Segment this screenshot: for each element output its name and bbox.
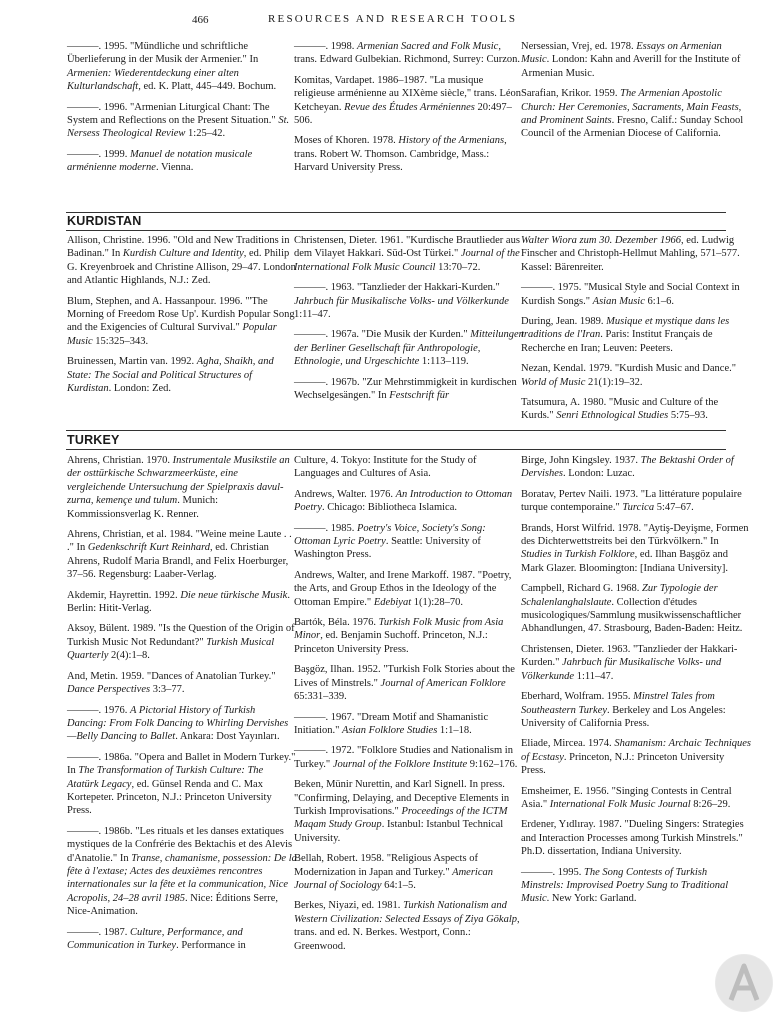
bibliography-entry: Bartók, Béla. 1976. Turkish Folk Music from Asia Minor, ed. Benjamin Suchoff. Princeton, N.J.: Princeton University Press. <box>294 617 504 655</box>
bibliography-entry: Allison, Christine. 1996. "Old and New Traditions in Badinan." In Kurdish Culture and Identity, ed. Philip G. Kreyenbroek and Christine Allison, 29–47. London and Atlantic Highlands, N.J.: Zed. <box>67 235 296 287</box>
turkey-col-1 <box>67 454 297 959</box>
bibliography-entry: ———. 1976. A Pictorial History of Turkish Dancing: From Folk Dancing to Whirling Dervishes—Belly Dancing to Ballet. Ankara: Dost Yayınları. <box>67 704 289 743</box>
bibliography-entry: Aksoy, Bülent. 1989. "Is the Question of the Origin of Turkish Music Not Redundant?" Turkish Musical Quarterly 2(4):1–8. <box>67 623 295 662</box>
bibliography-entry: Birge, John Kingsley. 1937. The Bektashi Order of Dervishes. London: Luzac. <box>521 455 734 480</box>
bibliography-entry: Culture, 4. Tokyo: Institute for the Study of Languages and Cultures of Asia. <box>294 455 477 480</box>
bibliography-entry: Blum, Stephen, and A. Hassanpour. 1996. "'The Morning of Freedom Rose Up'. Kurdish Popular Song and the Exigencies of Cultural Survival." Popular Music 15:325–343. <box>67 295 295 347</box>
bibliography-entry: ———. 1995. The Song Contests of Turkish Minstrels: Improvised Poetry Sung to Traditional Music. New York: Garland. <box>521 866 729 905</box>
armenia-col-1 <box>67 40 297 182</box>
bibliography-entry: ———. 1986b. "Les rituals et les danses extatiques mystiques de la Confrérie des Bektachis et des Alevis d'Anatolie." In Transe, chamanisme, possession: De la fête à l'extase; Actes des deuxièmes rencontres internationales sur la fête et la communication, Nice Acropolis, 24–28 avril 1985. Nice: Éditions Serre, Nice-Animation. <box>67 825 297 918</box>
bibliography-entry: ———. 1975. "Musical Style and Social Context in Kurdish Songs." Asian Music 6:1–6. <box>521 282 740 307</box>
kurdistan-col-2 <box>294 234 524 409</box>
bibliography-entry: Boratav, Pertev Naili. 1973. "La littérature populaire turque contemporaine." Turcica 5:47–67. <box>521 488 742 514</box>
bibliography-entry: ———. 1987. Culture, Performance, and Communication in Turkey. Performance in <box>67 926 246 951</box>
kurdistan-col-3 <box>521 234 751 430</box>
bibliography-entry: Emsheimer, E. 1956. "Singing Contests in Central Asia." International Folk Music Journal 8:26–29. <box>521 785 732 810</box>
bibliography-entry: During, Jean. 1989. Musique et mystique dans les traditions de l'Iran. Paris: Institut Français de Recherche en Iran; Leuven: Peeters. <box>521 316 730 354</box>
bibliography-entry: ———. 1998. Armenian Sacred and Folk Music, trans. Edward Gulbekian. Richmond, Surrey: Curzon. <box>294 41 520 66</box>
bibliography-entry: Eliade, Mircea. 1974. Shamanism: Archaic Techniques of Ecstasy. Princeton, N.J.: Princeton University Press. <box>521 738 751 777</box>
bibliography-entry: Walter Wiora zum 30. Dezember 1966, ed. Ludwig Finscher and Christoph-Hellmut Mahling, 571–577. Kassel: Bärenreiter. <box>521 235 740 273</box>
turkey-col-2 <box>294 454 524 960</box>
bibliography-entry: Andrews, Walter, and Irene Markoff. 1987. "Poetry, the Arts, and Group Ethos in the Ideology of the Ottoman Empire." Edebiyat 1(1):28–70. <box>294 569 512 608</box>
kurdistan-top-rule <box>66 212 726 213</box>
armenia-col-2 <box>294 40 524 182</box>
turkey-underline <box>66 449 726 450</box>
bibliography-entry: ———. 1967b. "Zur Mehrstimmigkeit in kurdischen Wechselgesängen." In Festschrift für <box>294 376 517 402</box>
bibliography-entry: Beken, Münir Nurettin, and Karl Signell. In press. "Confirming, Delaying, and Deceptive Elements in Turkish Improvisations." Proceedings of the ICTM Maqam Study Group. Istanbul: Istanbul Technical University. <box>294 779 510 844</box>
page-number: 466 <box>192 14 209 26</box>
bibliography-entry: Komitas, Vardapet. 1986–1987. "La musique religieuse arménienne au XIXème siècle," trans. Léon Ketcheyan. Revue des Études Arméniennes 20:497–506. <box>294 74 522 127</box>
bibliography-entry: ———. 1986a. "Opera and Ballet in Modern Turkey." In The Transformation of Turkish Culture: The Atatürk Legacy, ed. Günsel Renda and C. Max Kortepeter. Princeton, N.J.: Princeton University Press. <box>67 751 296 817</box>
kurdistan-underline <box>66 230 726 231</box>
bibliography-entry: And, Metin. 1959. "Dances of Anatolian Turkey." Dance Perspectives 3:3–77. <box>67 670 276 696</box>
kurdistan-heading: KURDISTAN <box>67 214 142 228</box>
publisher-logo-icon <box>715 954 773 1012</box>
turkey-col-3 <box>521 454 751 913</box>
bibliography-entry: ———. 1996. "Armenian Liturgical Chant: The System and Reflections on the Present Situation." St. Nersess Theological Review 1:25–42. <box>67 101 290 140</box>
bibliography-entry: Andrews, Walter. 1976. An Introduction to Ottoman Poetry. Chicago: Bibliotheca Islamica. <box>294 488 513 514</box>
bibliography-entry: Sarafian, Krikor. 1959. The Armenian Apostolic Church: Her Ceremonies, Sacraments, Main Feasts, and Prominent Saints. Fresno, Calif.: Sunday School Council of the Armenian Diocese of California. <box>521 88 744 140</box>
bibliography-entry: Nezan, Kendal. 1979. "Kurdish Music and Dance." World of Music 21(1):19–32. <box>521 363 737 388</box>
bibliography-entry: ———. 1999. Manuel de notation musicale arménienne moderne. Vienna. <box>67 148 253 174</box>
turkey-top-rule <box>66 430 726 431</box>
bibliography-entry: Başgöz, Ilhan. 1952. "Turkish Folk Stories about the Lives of Minstrels." Journal of American Folklore 65:331–339. <box>294 664 515 703</box>
bibliography-entry: ———. 1963. "Tanzlieder der Hakkari-Kurden." Jahrbuch für Musikalische Volks- und Völkerkunde 1:11–47. <box>294 282 509 321</box>
bibliography-entry: ———. 1967. "Dream Motif and Shamanistic Initiation." Asian Folklore Studies 1:1–18. <box>294 711 489 736</box>
armenia-col-3 <box>521 40 751 148</box>
running-title: RESOURCES AND RESEARCH TOOLS <box>268 13 518 25</box>
bibliography-entry: Akdemir, Hayrettin. 1992. Die neue türkische Musik. Berlin: Hitit-Verlag. <box>67 589 290 615</box>
bibliography-entry: Christensen, Dieter. 1963. "Tanzlieder der Hakkari-Kurden." Jahrbuch für Musikalische Volks- und Völkerkunde 1:11–47. <box>521 643 738 682</box>
bibliography-entry: Ahrens, Christian, et al. 1984. "Weine meine Laute . . ." In Gedenkschrift Kurt Reinhard, ed. Christian Ahrens, Rudolf Maria Brandl, and Felix Hoerburger, 37–56. Regensburg: Laaber-Verlag. <box>67 529 292 581</box>
bibliography-entry: ———. 1972. "Folklore Studies and Nationalism in Turkey." Journal of the Folklore Institute 9:162–176. <box>294 745 518 770</box>
bibliography-entry: Brands, Horst Wilfrid. 1978. "Aytiş-Deyişme, Formen des Dichterwettstreits bei den Türkvölkern." In Studies in Turkish Folklore, ed. Ilhan Başgöz and Mark Glazer. Bloomington: [Indiana University]. <box>521 522 749 574</box>
bibliography-entry: ———. 1967a. "Die Musik der Kurden." Mitteilungen der Berliner Gesellschaft für Anthropologie, Ethnologie, und Urgeschichte 1:113–119. <box>294 329 524 368</box>
bibliography-entry: ———. 1995. "Mündliche und schriftliche Überlieferung in der Musik der Armenier." In Armenien: Wiederentdeckung einer alten Kulturlandschaft, ed. K. Platt, 445–449. Bochum. <box>67 41 277 93</box>
bibliography-entry: Eberhard, Wolfram. 1955. Minstrel Tales from Southeastern Turkey. Berkeley and Los Angeles: University of California Press. <box>521 691 726 729</box>
bibliography-entry: Tatsumura, A. 1980. "Music and Culture of the Kurds." Senri Ethnological Studies 5:75–93. <box>521 397 719 422</box>
bibliography-entry: ———. 1985. Poetry's Voice, Society's Song: Ottoman Lyric Poetry. Seattle: University of Washington Press. <box>294 522 486 561</box>
bibliography-entry: Campbell, Richard G. 1968. Zur Typologie der Schalenlanghalslaute. Collection d'études musicologiques/Sammlung musikwissenschaftlicher Abhandlungen, 47. Strasbourg, Baden-Baden: Heitz. <box>521 583 743 635</box>
bibliography-entry: Christensen, Dieter. 1961. "Kurdische Brautlieder aus dem Vilayet Hakkari. Süd-Ost Türkei." Journal of the International Folk Music Council 13:70–72. <box>294 235 520 273</box>
bibliography-entry: Bellah, Robert. 1958. "Religious Aspects of Modernization in Japan and Turkey." American Journal of Sociology 64:1–5. <box>294 853 493 891</box>
turkey-heading: TURKEY <box>67 433 120 447</box>
bibliography-entry: Moses of Khoren. 1978. History of the Armenians, trans. Robert W. Thomson. Cambridge, Mass.: Harvard University Press. <box>294 135 507 174</box>
bibliography-entry: Bruinessen, Martin van. 1992. Agha, Shaikh, and State: The Social and Political Structures of Kurdistan. London: Zed. <box>67 356 274 395</box>
bibliography-entry: Nersessian, Vrej, ed. 1978. Essays on Armenian Music. London: Kahn and Averill for the Institute of Armenian Music. <box>521 41 741 79</box>
bibliography-entry: Berkes, Niyazi, ed. 1981. Turkish Nationalism and Western Civilization: Selected Essays of Ziya Gökalp, trans. and ed. N. Berkes. Westport, Conn.: Greenwood. <box>294 900 520 952</box>
kurdistan-col-1 <box>67 234 297 402</box>
bibliography-entry: Erdener, Yıdlıray. 1987. "Dueling Singers: Strategies and Interaction Processes among Turkish Minstrels." Ph.D. dissertation, Indiana University. <box>521 819 744 858</box>
bibliography-entry: Ahrens, Christian. 1970. Instrumentale Musikstile an der osttürkische Schwarzmeerküste, eine vergleichende Untersuchung der Spielpraxis davul-zurna, kemençe und tulum. Munich: Kommissionsverlag K. Renner. <box>67 455 290 520</box>
